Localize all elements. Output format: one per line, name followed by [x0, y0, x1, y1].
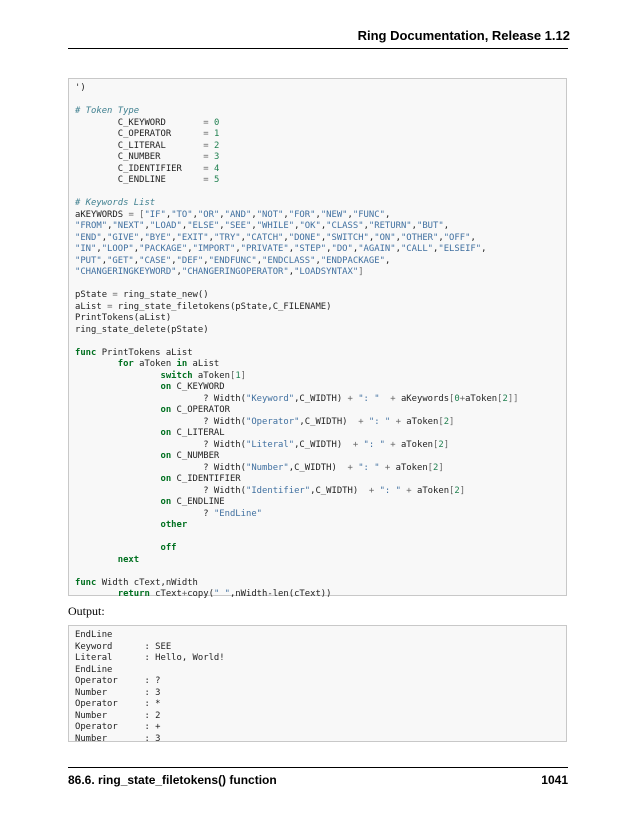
code-line: func PrintTokens aList — [75, 347, 193, 358]
output-line: Number : 3 — [75, 687, 161, 698]
code-line: PrintTokens(aList) — [75, 313, 172, 323]
output-line: Operator : + — [75, 722, 161, 732]
code-line: C_IDENTIFIER = 4 — [75, 163, 220, 174]
code-line: aList = ring_state_filetokens(pState,C_FILENAME) — [75, 301, 332, 312]
output-line: Literal : Hello, World! — [75, 653, 225, 663]
output-line: EndLine — [75, 630, 113, 640]
code-line: on C_KEYWORD — [160, 382, 225, 392]
code-line: switch aToken[1] — [160, 370, 246, 381]
code-line: ? "EndLine" — [75, 508, 263, 519]
output-line: Keyword : SEE — [75, 641, 172, 652]
code-line: on C_ENDLINE — [160, 497, 225, 507]
code-line: ? Width("Operator",C_WIDTH) + ": " + aToken[2] — [75, 416, 455, 427]
code-line: "PUT","GET","CASE","DEF","ENDFUNC","ENDCLASS","ENDPACKAGE", — [75, 255, 391, 266]
code-line: C_ENDLINE = 5 — [75, 175, 220, 185]
output-line: Number : 3 — [75, 733, 161, 744]
code-line: on C_LITERAL — [160, 428, 225, 438]
code-line: off — [160, 543, 177, 553]
output-line: Number : 2 — [75, 710, 161, 721]
code-line: # Keywords List — [75, 198, 156, 208]
footer-section-title: 86.6. ring_state_filetokens() function — [68, 773, 277, 787]
code-line: "IN","LOOP","PACKAGE","IMPORT","PRIVATE","STEP","DO","AGAIN","CALL","ELSEIF", — [75, 244, 487, 254]
footer-page-number: 1041 — [541, 773, 568, 787]
code-line: ') — [75, 83, 86, 93]
output-block — [68, 625, 567, 742]
code-line: C_OPERATOR = 1 — [75, 129, 220, 139]
code-line: other — [160, 520, 188, 530]
code-line: ? Width("Literal",C_WIDTH) + ": " + aToken[2] — [75, 439, 450, 450]
code-line: C_LITERAL = 2 — [75, 140, 220, 151]
code-line: C_KEYWORD = 0 — [75, 117, 220, 128]
code-line: C_NUMBER = 3 — [75, 152, 220, 162]
output-listing — [75, 630, 560, 745]
code-line: "FROM","NEXT","LOAD","ELSE","SEE","WHILE","OK","CLASS","RETURN","BUT", — [75, 221, 450, 231]
code-block — [68, 78, 567, 599]
code-line: on C_OPERATOR — [160, 405, 230, 415]
footer-divider — [68, 767, 568, 768]
code-line: return cText+copy(" ",nWidth-len(cText)) — [117, 589, 332, 599]
code-line: next — [117, 554, 140, 565]
output-line: Operator : * — [75, 699, 161, 709]
code-line: # Token Type — [75, 106, 140, 116]
header-divider — [68, 48, 568, 49]
page-header-title: Ring Documentation, Release 1.12 — [357, 28, 570, 43]
code-line: ? Width("Keyword",C_WIDTH) + ": " + aKeywords[0+aToken[2]] — [75, 393, 519, 404]
code-line: func Width cText,nWidth — [75, 577, 198, 588]
code-line: pState = ring_state_new() — [75, 290, 209, 300]
output-line: EndLine — [75, 664, 113, 675]
code-line: on C_IDENTIFIER — [160, 474, 241, 484]
code-line: ? Width("Number",C_WIDTH) + ": " + aToken[2] — [75, 462, 444, 473]
output-line: Operator : ? — [75, 676, 161, 686]
code-line: for aToken in aList — [117, 359, 220, 369]
code-line: "CHANGERINGKEYWORD","CHANGERINGOPERATOR","LOADSYNTAX"] — [75, 267, 364, 277]
code-line: on C_NUMBER — [160, 451, 220, 461]
code-line: ring_state_delete(pState) — [75, 324, 209, 335]
code-line: ? Width("Identifier",C_WIDTH) + ": " + aToken[2] — [75, 485, 466, 496]
code-line: "END","GIVE","BYE","EXIT","TRY","CATCH","DONE","SWITCH","ON","OTHER","OFF", — [75, 232, 476, 243]
code-listing — [75, 83, 560, 601]
code-line: aKEYWORDS = ["IF","TO","OR","AND","NOT","FOR","NEW","FUNC", — [75, 209, 391, 220]
output-label: Output: — [68, 604, 105, 618]
